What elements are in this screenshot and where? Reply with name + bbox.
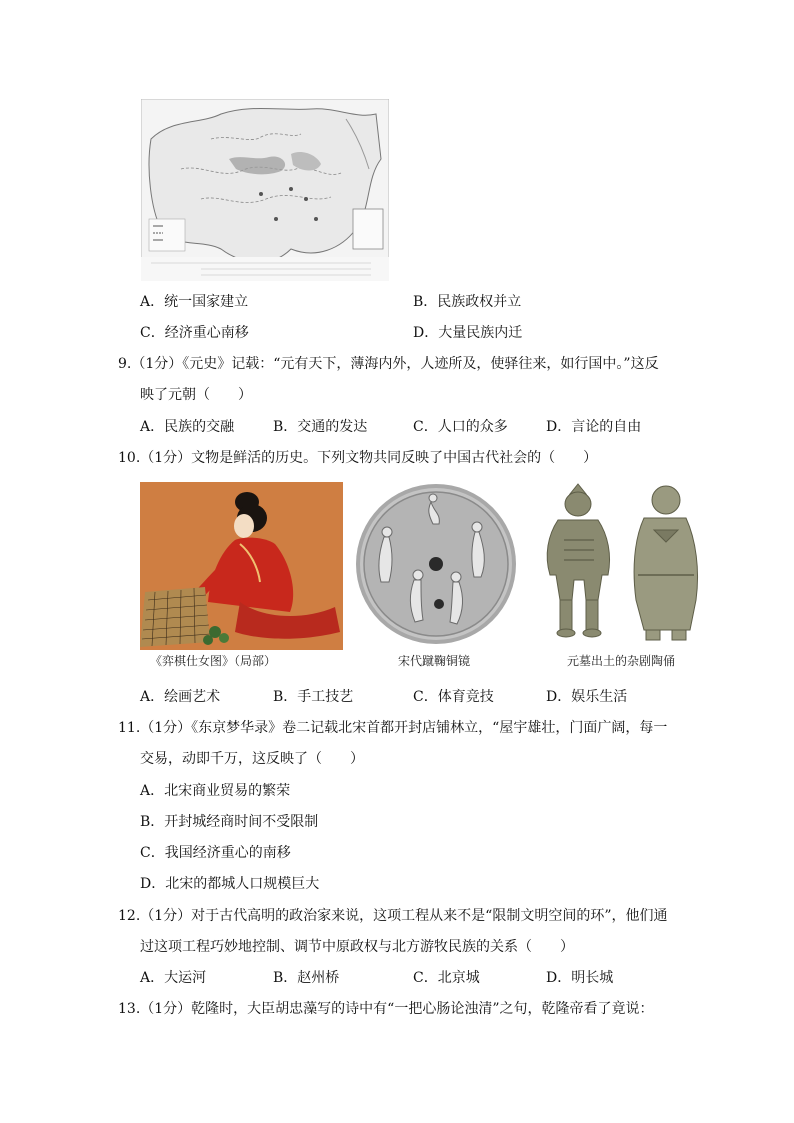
option-8d[interactable]: D．大量民族内迁 <box>413 325 523 341</box>
painting-weiqi-lady-image <box>140 482 343 650</box>
zaju-pottery-figurines-image <box>536 480 711 650</box>
question-10-stem: 10.（1分）文物是鲜活的历史。下列文物共同反映了中国古代社会的（ ） <box>118 450 598 466</box>
option-8b[interactable]: B．民族政权并立 <box>413 294 522 310</box>
option-12d[interactable]: D．明长城 <box>546 970 614 986</box>
question-12-stem-line1: 12.（1分）对于古代高明的政治家来说，这项工程从来不是“限制文明空间的环”，他们通 <box>118 908 668 924</box>
question-11-stem-line2: 交易，动即千万，这反映了（ ） <box>140 751 364 767</box>
question-13-stem-line1: 13.（1分）乾隆时，大臣胡忠藻写的诗中有“一把心肠论浊清”之句，乾隆帝看了竟说： <box>118 1001 654 1017</box>
question-11-stem-line1: 11.（1分）《东京梦华录》卷二记载北宋首都开封店铺林立，“屋宇雄壮，门面广阔，每一 <box>118 720 668 736</box>
caption-painting: 《弈棋仕女图》（局部） <box>150 654 277 668</box>
question-9-stem-line1: 9.（1分）《元史》记载：“元有天下，薄海内外，人迹所及，使驿往来，如行国中。”这反 <box>118 356 659 372</box>
option-9d[interactable]: D．言论的自由 <box>546 419 642 435</box>
option-10b[interactable]: B．手工技艺 <box>273 689 354 705</box>
option-8a[interactable]: A．统一国家建立 <box>140 294 249 310</box>
option-10d[interactable]: D．娱乐生活 <box>546 689 628 705</box>
option-12b[interactable]: B．赵州桥 <box>273 970 340 986</box>
option-8c[interactable]: C．经济重心南移 <box>140 325 249 341</box>
option-11b[interactable]: B．开封城经商时间不受限制 <box>140 814 319 830</box>
option-10a[interactable]: A．绘画艺术 <box>140 689 221 705</box>
question-12-stem-line2: 过这项工程巧妙地控制、调节中原政权与北方游牧民族的关系（ ） <box>140 939 574 955</box>
option-9b[interactable]: B．交通的发达 <box>273 419 368 435</box>
option-11d[interactable]: D．北宋的都城人口规模巨大 <box>140 876 320 892</box>
caption-figurines: 元墓出土的杂剧陶俑 <box>567 654 676 668</box>
option-9a[interactable]: A．民族的交融 <box>140 419 235 435</box>
option-11c[interactable]: C．我国经济重心的南移 <box>140 845 291 861</box>
option-12c[interactable]: C．北京城 <box>413 970 480 986</box>
option-12a[interactable]: A．大运河 <box>140 970 207 986</box>
historical-map-image <box>141 99 389 281</box>
cuju-bronze-mirror-image <box>349 482 524 650</box>
option-9c[interactable]: C．人口的众多 <box>413 419 508 435</box>
question-9-stem-line2: 映了元朝（ ） <box>140 387 252 403</box>
option-11a[interactable]: A．北宋商业贸易的繁荣 <box>140 783 291 799</box>
option-10c[interactable]: C．体育竞技 <box>413 689 494 705</box>
caption-mirror: 宋代蹴鞠铜镜 <box>398 654 471 668</box>
